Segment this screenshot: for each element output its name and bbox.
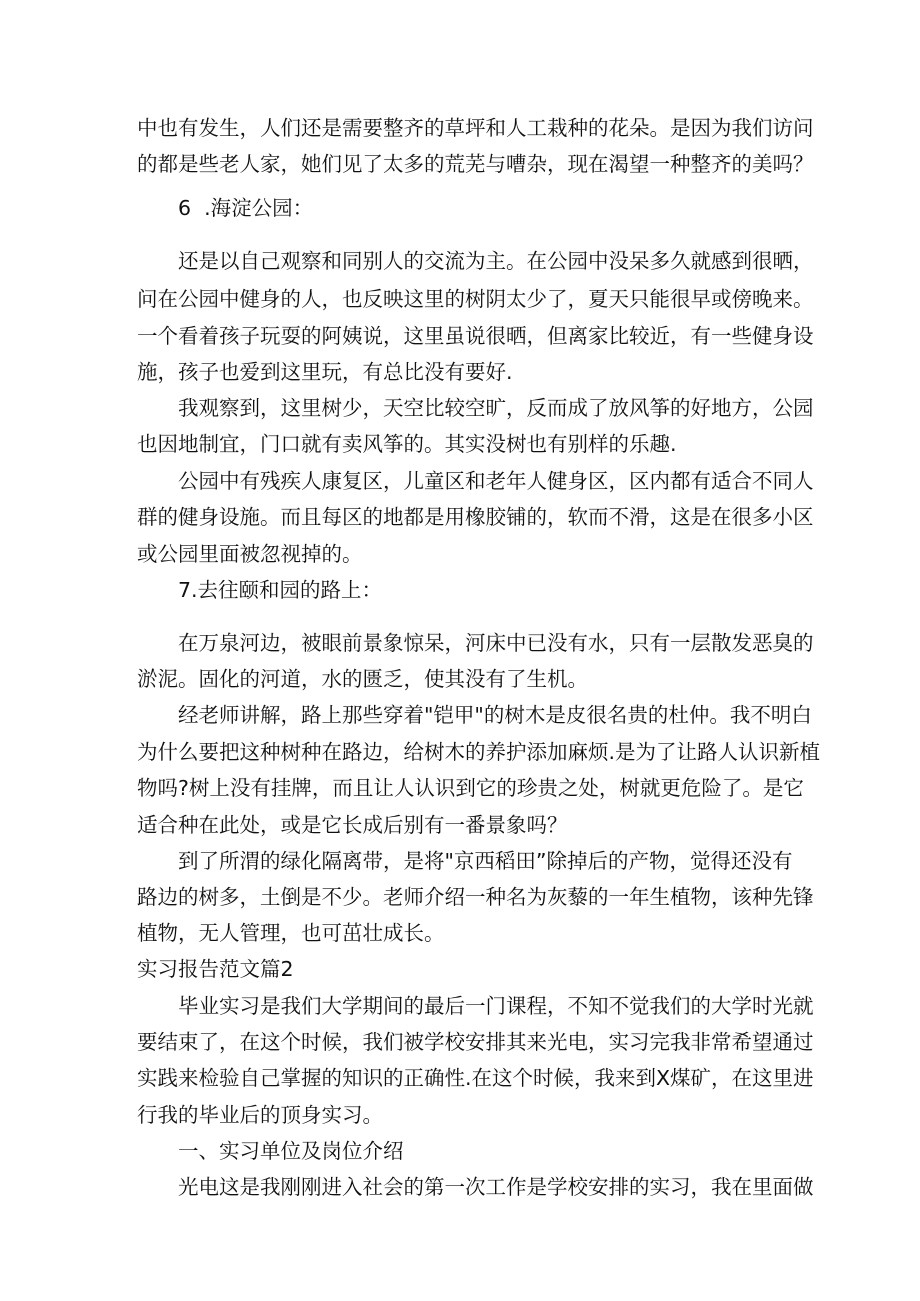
text-line: 或公园里面被忽视掉的。 [137, 542, 363, 566]
section-heading: 6 .海淀公园： [178, 196, 314, 220]
text-line: 一个看着孩子玩耍的阿姨说，这里虽说很晒，但离家比较近，有一些健身设 [137, 324, 814, 348]
text-line: 施，孩子也爱到这里玩，有总比没有要好. [137, 360, 513, 384]
text-line: 适合种在此处，或是它长成后别有一番景象吗？ [137, 813, 568, 837]
text-line: 到了所渭的绿化隔离带，是将"京西稻田”除掉后的产物，觉得还没有 [178, 849, 793, 873]
text-line: 经老师讲解，路上那些穿着"铠甲"的树木是皮很名贵的杜仲。我不明白 [178, 703, 812, 727]
text-line: 的都是些老人家，她们见了太多的荒芜与嘈杂，现在渴望一种整齐的美吗？ [137, 152, 814, 176]
section-title: 实习报告范文篇2 [137, 957, 294, 981]
text-line: 要结束了，在这个时候，我们被学校安排其来光电，实习完我非常希望通过 [137, 1030, 814, 1054]
text-line: 问在公园中健身的人，也反映这里的树阴太少了，夏天只能很早或傍晚来。 [137, 287, 814, 311]
text-line: 光电这是我刚刚进入社会的第一次工作是学校安排的实习，我在里面做 [178, 1175, 814, 1199]
text-line: 物吗?树上没有挂牌，而且让人认识到它的珍贵之处，树就更危险了。是它 [137, 776, 804, 800]
text-line: 植物，无人管理，也可茁壮成长。 [137, 921, 445, 945]
text-line: 还是以自己观察和同别人的交流为主。在公园中没呆多久就感到很晒， [178, 249, 814, 273]
text-line: 毕业实习是我们大学期间的最后一门课程，不知不觉我们的大学时光就 [178, 994, 814, 1018]
text-line: 实践来检验自己掌握的知识的正确性.在这个时候，我来到X煤矿，在这里进 [137, 1066, 814, 1090]
text-line: 中也有发生，人们还是需要整齐的草坪和人工栽种的花朵。是因为我们访问 [137, 116, 814, 140]
section-heading: 一、实习单位及岗位介绍 [178, 1139, 404, 1163]
text-line: 路边的树多，土倒是不少。老师介绍一种名为灰藜的一年生植物，该种先锋 [137, 885, 814, 909]
text-line: 为什么要把这种树种在路边，给树木的养护添加麻烦.是为了让路人认识新植 [137, 740, 821, 764]
text-line: 淤泥。固化的河道，水的匮乏，使其没有了生机。 [137, 667, 588, 691]
text-line: 行我的毕业后的顶身实习。 [137, 1103, 383, 1127]
text-line: 群的健身设施。而且每区的地都是用橡胶铺的，软而不滑，这是在很多小区 [137, 505, 814, 529]
text-line: 在万泉河边，被眼前景象惊呆，河床中已没有水，只有一层散发恶臭的 [178, 631, 814, 655]
text-line: 公园中有残疾人康复区，儿童区和老年人健身区，区内都有适合不同人 [178, 469, 814, 493]
section-heading: 7.去往颐和园的路上： [178, 578, 383, 602]
text-line: 也因地制宜，门口就有卖风筝的。其实没树也有别样的乐趣. [137, 432, 677, 456]
text-line: 我观察到，这里树少，天空比较空旷，反而成了放风筝的好地方，公园 [178, 396, 814, 420]
